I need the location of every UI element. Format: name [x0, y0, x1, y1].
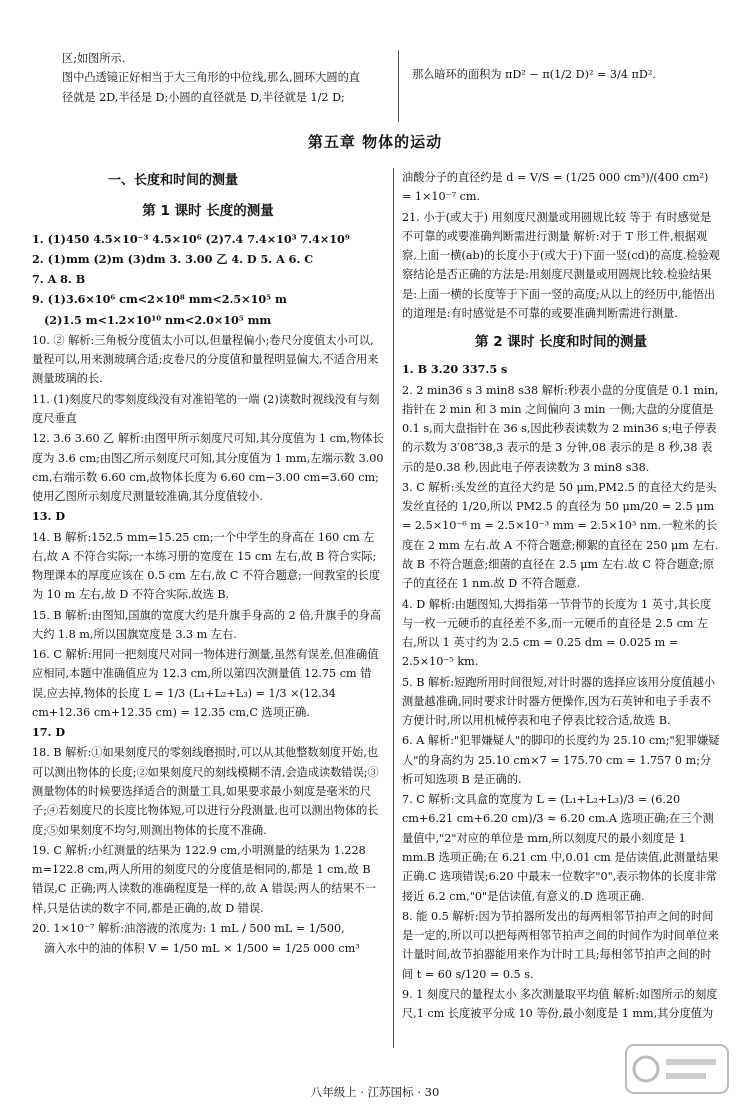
answer-item: 19. C 解析:小红测量的结果为 122.9 cm,小明测量的结果为 1.228 m=122.8 cm,两人所用的刻度尺的分度值是相同的,都是 1 cm,故 B 错误,C 正确;两人读数的准确程度是一样的,故 A 错误;两人的结果不一样,只是估读的数字不同,都是正确的,故 D 错误. — [32, 843, 377, 915]
column-divider — [393, 168, 394, 1048]
answer-item: 8. 能 0.5 解析:因为节拍器所发出的每两相邻节拍声之间的时间是一定的,所以可以把每两相邻节拍声之间的时间作为时间单位来计量时间,故节拍器能用来作为计时工具;每相邻节拍声之间的时间 t = 60 s/120 = 0.5 s. — [402, 909, 719, 981]
lesson-title: 第 1 课时 长度的测量 — [142, 203, 274, 220]
answer-item: 滴入水中的油的体积 V = 1/50 mL × 1/500 = 1/25 000 cm³ — [44, 942, 360, 956]
answer-item: 1. B 3.20 337.5 s — [402, 362, 508, 377]
answer-item: 10. ② 解析:三角板分度值太小可以,但量程偏小;卷尺分度值太小可以,量程可以,用来测玻璃合适;皮卷尺的分度值和量程明显偏大,不适合用来测量玻璃的长. — [32, 333, 379, 386]
answer-item: 18. B 解析:①如果刻度尺的零刻线磨损时,可以从其他整数刻度开始,也可以测出物体的长度;②如果刻度尺的刻线模糊不清,会造成读数错误;③测量物体的时候要选择适合的测量工具,如果要求最小刻度是毫米的尺子;④若刻度尺的长度比物体短,可以进行分段测量,也可以测出物体的长度;⑤如果刻度不均匀,则测出物体的长度不准确. — [32, 746, 379, 837]
answer-item: 21. 小于(或大于) 用刻度尺测量或用圆规比较 等于 有时感觉是不可靠的或要准确判断需进行测量 解析:对于 T 形工件,根据观察,上面一横(ab)的长度小于(或大于)下面一竖(cd)的高度.检验观察结论是否正确的方法是:用刻度尺测量或用圆规比较.检验结果是:上面一横的长度等于下面一竖的高度;从以上的经历中,能悟出的道理是:有时感觉是不可靠的或要准确判断需进行测量. — [402, 210, 720, 320]
answer-item: 20. 1×10⁻⁷ 解析:油溶液的浓度为: 1 mL / 500 mL = 1/500, — [32, 921, 345, 935]
answer-item: 1. (1)450 4.5×10⁻³ 4.5×10⁶ (2)7.4 7.4×10³ 7.4×10⁹ — [32, 231, 350, 246]
section-title: 一、长度和时间的测量 — [108, 173, 239, 188]
answer-item: 5. B 解析:短跑所用时间很短,对计时器的选择应该用分度值越小测量越准确,同时要求计时器方便操作,因为石英钟和电子手表不方便计时,所以用机械停表和电子停表比较合适,故选 B. — [402, 675, 716, 728]
answer-item: 6. A 解析:"犯罪嫌疑人"的脚印的长度约为 25.10 cm;"犯罪嫌疑人"的身高约为 25.10 cm×7 = 175.70 cm = 1.757 0 m;分析可知选项 B 是正确的. — [402, 734, 720, 786]
answer-item: 油酸分子的直径约是 d = V/S = (1/25 000 cm³)/(400 cm²) = 1×10⁻⁷ cm. — [402, 171, 709, 204]
text-line: 那么暗环的面积为 πD² − π(1/2 D)² = 3/4 πD². — [412, 68, 656, 81]
answer-item: 9. 1 刻度尺的量程太小 多次测量取平均值 解析:如图所示的刻度尺,1 cm 长度被平分成 10 等份,最小刻度是 1 mm,其分度值为 — [402, 987, 718, 1021]
right-column — [402, 168, 720, 1024]
answer-item: 2. 2 min36 s 3 min8 s38 解析:秒表小盘的分度值是 0.1 min,指针在 2 min 和 3 min 之间偏向 3 min 一侧;大盘的分度值是 0.1 s,而大盘指针在 36 s,因此秒表读数为 2 min36 s;电子停表的示数为 3′08″38,3 表示的是 3 分钟,08 表示的是 8 秒,38 表示的是0.38 秒,因此电子停表读数为 3 min8 s38. — [402, 383, 719, 474]
page-footer: 八年级上 · 江苏国标 · 30 — [310, 1085, 440, 1099]
answer-item: (2)1.5 m<1.2×10¹⁰ nm<2.0×10⁵ mm — [44, 312, 272, 327]
answer-item: 16. C 解析:用同一把刻度尺对同一物体进行测量,虽然有误差,但准确值应相同,本题中准确值应为 12.3 cm,所以第四次测量值 12.75 cm 错误,应去掉,物体的长度 L = 1/3 (L₁+L₂+L₃) = 1/3 ×(12.34 cm+12.36 cm+12.35 cm) = 12.35 cm,C 选项正确. — [32, 648, 379, 719]
answer-item: 13. D — [32, 509, 66, 524]
answer-item: 15. B 解析:由图知,国旗的宽度大约是升旗手身高的 2 倍,升旗手的身高大约 1.8 m,所以国旗宽度是 3.3 m 左右. — [32, 608, 382, 641]
watermark-logo — [622, 1039, 732, 1099]
chapter-title: 第五章 物体的运动 — [307, 133, 443, 151]
answer-item: 9. (1)3.6×10⁶ cm<2×10⁸ mm<2.5×10⁵ m — [32, 292, 287, 307]
answer-item: 12. 3.6 3.60 乙 解析:由图甲所示刻度尺可知,其分度值为 1 cm,物体长度为 3.6 cm;由图乙所示刻度尺可知,其分度值为 1 mm,左端示数 3.00 cm,右端示数 6.60 cm,故物体长度为 6.60 cm−3.00 cm=3.60 cm;使用乙图所示刻度尺测量较准确,其分度值较小. — [32, 432, 384, 504]
answer-item: 3. C 解析:头发丝的直径大约是 50 μm,PM2.5 的直径大约是头发丝直径的 1/20,所以 PM2.5 的直径为 50 μm/20 = 2.5 μm = 2.5×10⁻⁶ m = 2.5×10⁻³ mm = 2.5×10³ nm.一粒米的长度在 2 mm 左右.故 A 不符合题意;柳絮的直径在 250 μm 左右.故 B 不符合题意;细菌的直径在 2.5 μm 左右.故 C 符合题意;原子的直径在 1 nm.故 D 不符合题意. — [402, 480, 719, 591]
column-divider — [398, 50, 399, 122]
answer-item: 17. D — [32, 725, 66, 740]
answer-item: 2. (1)mm (2)m (3)dm 3. 3.00 乙 4. D 5. A 6. C — [32, 251, 314, 266]
answer-item: 7. C 解析:文具盒的宽度为 L = (L₁+L₂+L₃)/3 = (6.20 cm+6.21 cm+6.20 cm)/3 ≈ 6.20 cm.A 选项正确;在三个测量值中,"2"对应的单位是 mm,所以刻度尺的最小刻度是 1 mm.B 选项正确;在 6.21 cm 中,0.01 cm 是估读值,此测量结果正确.C 选项错误;6.20 中最末一位数字"0",表示物体的长度非常接近 6.2 cm,"0"是估读值,有意义的.D 选项正确. — [402, 793, 719, 903]
text-line: 图中凸透镜正好相当于大三角形的中位线,那么,圆环大圆的直 — [62, 71, 360, 85]
answer-item: 7. A 8. B — [32, 272, 86, 287]
top-right-block — [412, 49, 712, 84]
lesson-title: 第 2 课时 长度和时间的测量 — [475, 334, 647, 351]
answer-item: 14. B 解析:152.5 mm=15.25 cm;一个中学生的身高在 160 cm 左右,故 A 不符合实际;一本练习册的宽度在 15 cm 左右,故 B 符合实际;物理课本的厚度应该在 0.5 cm 左右,故 C 不符合题意;一间教室的长度为 10 m 左右,故 D 不符合实际.故选 B. — [32, 530, 381, 602]
text-line: 区;如图所示. — [62, 52, 126, 65]
top-left-block — [62, 49, 384, 107]
answer-item: 11. (1)刻度尺的零刻度线没有对准铅笔的一端 (2)读数时视线没有与刻度尺垂直 — [32, 392, 380, 425]
left-column — [32, 168, 384, 959]
answer-item: 4. D 解析:由题图知,大拇指第一节骨节的长度为 1 英寸,其长度与一枚一元硬币的直径差不多,而一元硬币的直径是 2.5 cm 左右,所以 1 英寸约为 2.5 cm = 0.25 dm = 0.025 m = 2.5×10⁻⁵ km. — [402, 597, 712, 669]
text-line: 径就是 2D,半径是 D;小圆的直径就是 D,半径就是 1/2 D; — [62, 90, 345, 104]
